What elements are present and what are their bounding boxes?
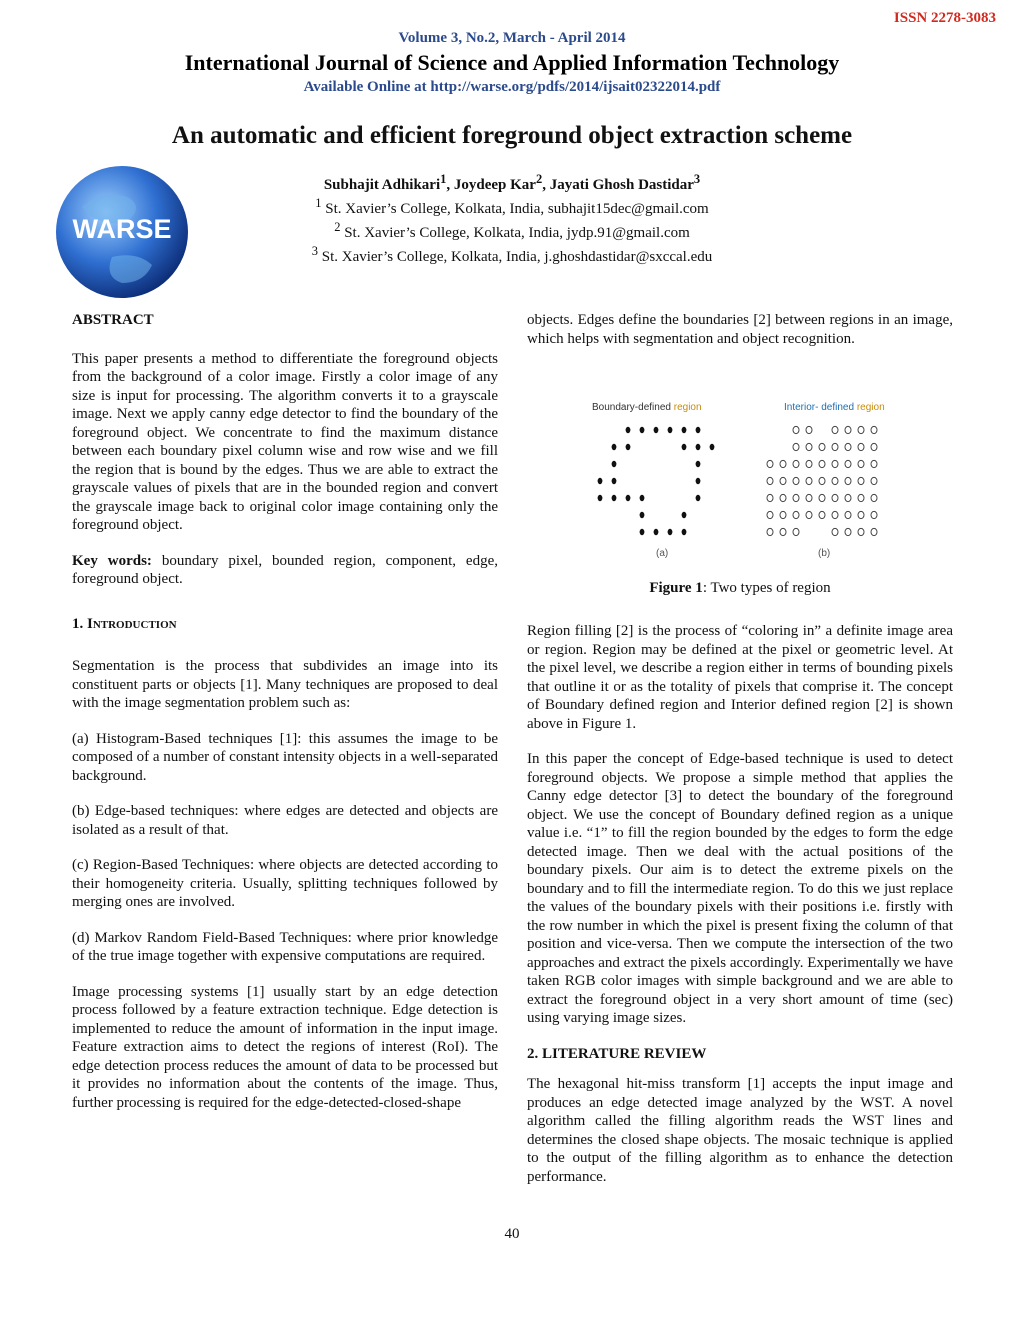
interior-dot (806, 460, 812, 467)
boundary-dot (682, 444, 687, 450)
interior-dot (780, 528, 786, 535)
author-sup: 2 (535, 172, 543, 186)
interior-dot (793, 443, 799, 450)
interior-dot (832, 528, 838, 535)
introduction-heading: 1. Introduction (72, 615, 177, 632)
keywords: Key words: boundary pixel, bounded region, component, edge, foreground object. (72, 552, 498, 587)
right-column-bottom (527, 622, 953, 1203)
interior-dot (780, 511, 786, 518)
intro-paragraph: Segmentation is the process that subdivides an image into its constituent parts or objects [1]. Many techniques are proposed to deal with the image segmentation problem such as: (72, 658, 498, 711)
interior-dot (832, 494, 838, 501)
figure-1 (580, 396, 900, 566)
interior-dot (871, 494, 877, 501)
interior-dot (858, 426, 864, 433)
figure-b-title: Interior- defined region (784, 402, 885, 413)
interior-dot (793, 528, 799, 535)
boundary-dot (682, 512, 687, 518)
boundary-dot (696, 461, 701, 467)
boundary-dot (710, 444, 715, 450)
interior-dot (819, 443, 825, 450)
boundary-dot (640, 427, 645, 433)
paper-title: An automatic and efficient foreground object extraction scheme (171, 122, 853, 149)
interior-dot (858, 460, 864, 467)
volume-line: Volume 3, No.2, March - April 2014 (398, 30, 626, 46)
figure-b-label: (b) (818, 548, 831, 559)
interior-dot (806, 443, 812, 450)
intro-item-a: (a) Histogram-Based techniques [1]: this assumes the image to be composed of a number of constant intensity objects in a well-separated background. (72, 730, 498, 784)
author-name: Jayati Ghosh Dastidar (549, 177, 694, 193)
interior-dot (858, 511, 864, 518)
intro-item-c: (c) Region-Based Techniques: where objects are detected according to their homogeneity criteria. Usually, splitting techniques followed by merging ones are involved. (72, 857, 498, 910)
author-line: Subhajit Adhikari$^1$, Joydeep Kar$^2$, Jayati Ghosh Dastidar$^3$ (323, 172, 701, 193)
interior-dot (819, 494, 825, 501)
author-block (0, 172, 1024, 266)
boundary-dot (668, 529, 673, 535)
author-name: Joydeep Kar (453, 177, 536, 193)
interior-dot (793, 426, 799, 433)
interior-dot (845, 477, 851, 484)
affiliation: $^1$ St. Xavier’s College, Kolkata, India, subhajit15dec@gmail.com (315, 196, 709, 217)
left-column (72, 311, 498, 1129)
boundary-dot (640, 512, 645, 518)
interior-dot (871, 477, 877, 484)
interior-dot (767, 460, 773, 467)
boundary-dot (682, 427, 687, 433)
boundary-dot (654, 529, 659, 535)
interior-dot (793, 477, 799, 484)
interior-dot (806, 477, 812, 484)
literature-review-heading: 2. LITERATURE REVIEW (527, 1045, 707, 1062)
interior-dot (858, 528, 864, 535)
boundary-dot (626, 427, 631, 433)
boundary-dot (598, 495, 603, 501)
interior-dot (806, 494, 812, 501)
boundary-dot (640, 495, 645, 501)
boundary-dot (612, 444, 617, 450)
interior-dot (780, 460, 786, 467)
interior-dot (767, 494, 773, 501)
interior-dot (871, 528, 877, 535)
interior-dot (832, 460, 838, 467)
boundary-dot (654, 427, 659, 433)
boundary-dot (626, 495, 631, 501)
boundary-dot (696, 478, 701, 484)
interior-dot (845, 443, 851, 450)
boundary-dot (612, 495, 617, 501)
interior-dot (793, 460, 799, 467)
paragraph: In this paper the concept of Edge-based technique is used to detect foreground objects. We propose a simple method that applies the Canny edge detector [3] to detect the boundary of the foreground object. We use the concept of Boundary defined region as a unique value i.e. “1” to fill the region bounded by the edges to form the edge detected image. Then we deal with the actual positions of the boundary pixels. Our aim is to detect the extreme pixels on the boundary and to fill the intermediate region. To do this we just replace the values of the boundary pixels with their positions i.e. firstly with the row number in which the pixel is present fixing the column of that position and vice-versa. Then we compute the intersection of the two approaches and extract the pixels accordingly. Experimentally we have taken RGB color images with simple background and we are able to extract the foreground object in a very short amount of time (sec) using varying image sizes. (527, 751, 953, 1026)
interior-dot (832, 426, 838, 433)
boundary-dot (640, 529, 645, 535)
interior-dot (806, 426, 812, 433)
interior-dot (780, 477, 786, 484)
interior-dot (845, 511, 851, 518)
boundary-dot (668, 427, 673, 433)
interior-dot (832, 511, 838, 518)
logo-text: WARSE (72, 214, 172, 244)
boundary-dot (612, 461, 617, 467)
abstract-heading: ABSTRACT (72, 312, 154, 328)
page-number: 40 (504, 1226, 520, 1242)
author-name: Subhajit Adhikari (323, 177, 441, 193)
author-sup: 3 (693, 172, 701, 186)
interior-dot (871, 460, 877, 467)
interior-dot (793, 494, 799, 501)
paragraph: The hexagonal hit-miss transform [1] accepts the input image and produces an edge detected image analyzed by the WST. A novel algorithm called the filling algorithm reads the WST lines and determines the closed shape objects. The mosaic technique is applied to the output of the filling algorithm as to enhance the detection performance. (527, 1076, 953, 1185)
interior-dot (819, 511, 825, 518)
journal-title: International Journal of Science and Applied Information Technology (184, 50, 840, 75)
interior-dot (819, 460, 825, 467)
interior-dot (832, 443, 838, 450)
interior-dot (845, 460, 851, 467)
interior-dot (793, 511, 799, 518)
intro-item-d: (d) Markov Random Field-Based Techniques: where prior knowledge of the true image together with expensive computations are required. (72, 929, 498, 964)
interior-dot (871, 443, 877, 450)
figure-a-title: Boundary-defined region (592, 402, 702, 413)
intro-item-b: (b) Edge-based techniques: where edges are detected and objects are isolated as a result of that. (72, 803, 498, 838)
abstract-text: This paper presents a method to differentiate the foreground objects from the background of a color image. Firstly a color image of any size is input for processing. The algorithm converts it to a grayscale image. Next we apply canny edge detector to find the boundary of the foreground object. We concentrate to find the maximum distance between each boundary pixel column wise and row wise and we fill the region that is bound by the edges. Thus we are able to extract the grayscale values of pixels that are in the bounded region and convert the grayscale image back to original color image containing only the foreground object. (72, 350, 498, 533)
issn: ISSN 2278-3083 (893, 10, 996, 26)
availability-line[interactable]: Available Online at http://warse.org/pdfs/2014/ijsait02322014.pdf (303, 79, 721, 95)
interior-dot (767, 477, 773, 484)
interior-dot (806, 511, 812, 518)
boundary-dot (696, 427, 701, 433)
affiliation: $^2$ St. Xavier’s College, Kolkata, India, jydp.91@gmail.com (334, 220, 690, 241)
interior-dot (871, 426, 877, 433)
interior-dot (819, 477, 825, 484)
interior-dot (780, 494, 786, 501)
interior-dot (845, 494, 851, 501)
paragraph: objects. Edges define the boundaries [2] between regions in an image, which helps with segmentation and object recognition. (527, 312, 953, 347)
interior-dot (767, 511, 773, 518)
interior-dot (871, 511, 877, 518)
intro-paragraph-2: Image processing systems [1] usually start by an edge detection process followed by a feature extraction technique. Edge detection is implemented to reduce the amount of information in the input image. Feature extraction aims to detect the regions of interest (RoI). The edge detection process reduces the amount of data to be processed but it provides no information about the contents of the image. Thus, further processing is required for the edge-detected-closed-shape (72, 983, 498, 1111)
boundary-dot (598, 478, 603, 484)
boundary-dot (696, 444, 701, 450)
paragraph: Region filling [2] is the process of “coloring in” a definite image area or region. Region may be defined at the pixel or geometric level. At the pixel level, we describe a region either in terms of bounding pixels that outline it or as the totality of pixels that comprise it. The concept of Boundary defined region and Interior defined region [2] is shown above in Figure 1. (527, 623, 953, 732)
author-sup: 1 (440, 172, 447, 186)
boundary-dot (612, 478, 617, 484)
figure-caption: Figure 1: Two types of region (649, 580, 831, 596)
right-column-top (527, 311, 953, 365)
interior-dot (767, 528, 773, 535)
boundary-dot (626, 444, 631, 450)
figure-a-label: (a) (656, 548, 669, 559)
interior-dot (858, 477, 864, 484)
interior-dot (845, 528, 851, 535)
affiliation: $^3$ St. Xavier’s College, Kolkata, India, j.ghoshdastidar@sxccal.edu (311, 244, 713, 265)
interior-dot (845, 426, 851, 433)
boundary-dot (696, 495, 701, 501)
interior-dot (858, 494, 864, 501)
boundary-dot (682, 529, 687, 535)
boundary-dots (598, 427, 715, 535)
interior-dot (858, 443, 864, 450)
interior-dot (832, 477, 838, 484)
interior-dots (767, 426, 877, 535)
